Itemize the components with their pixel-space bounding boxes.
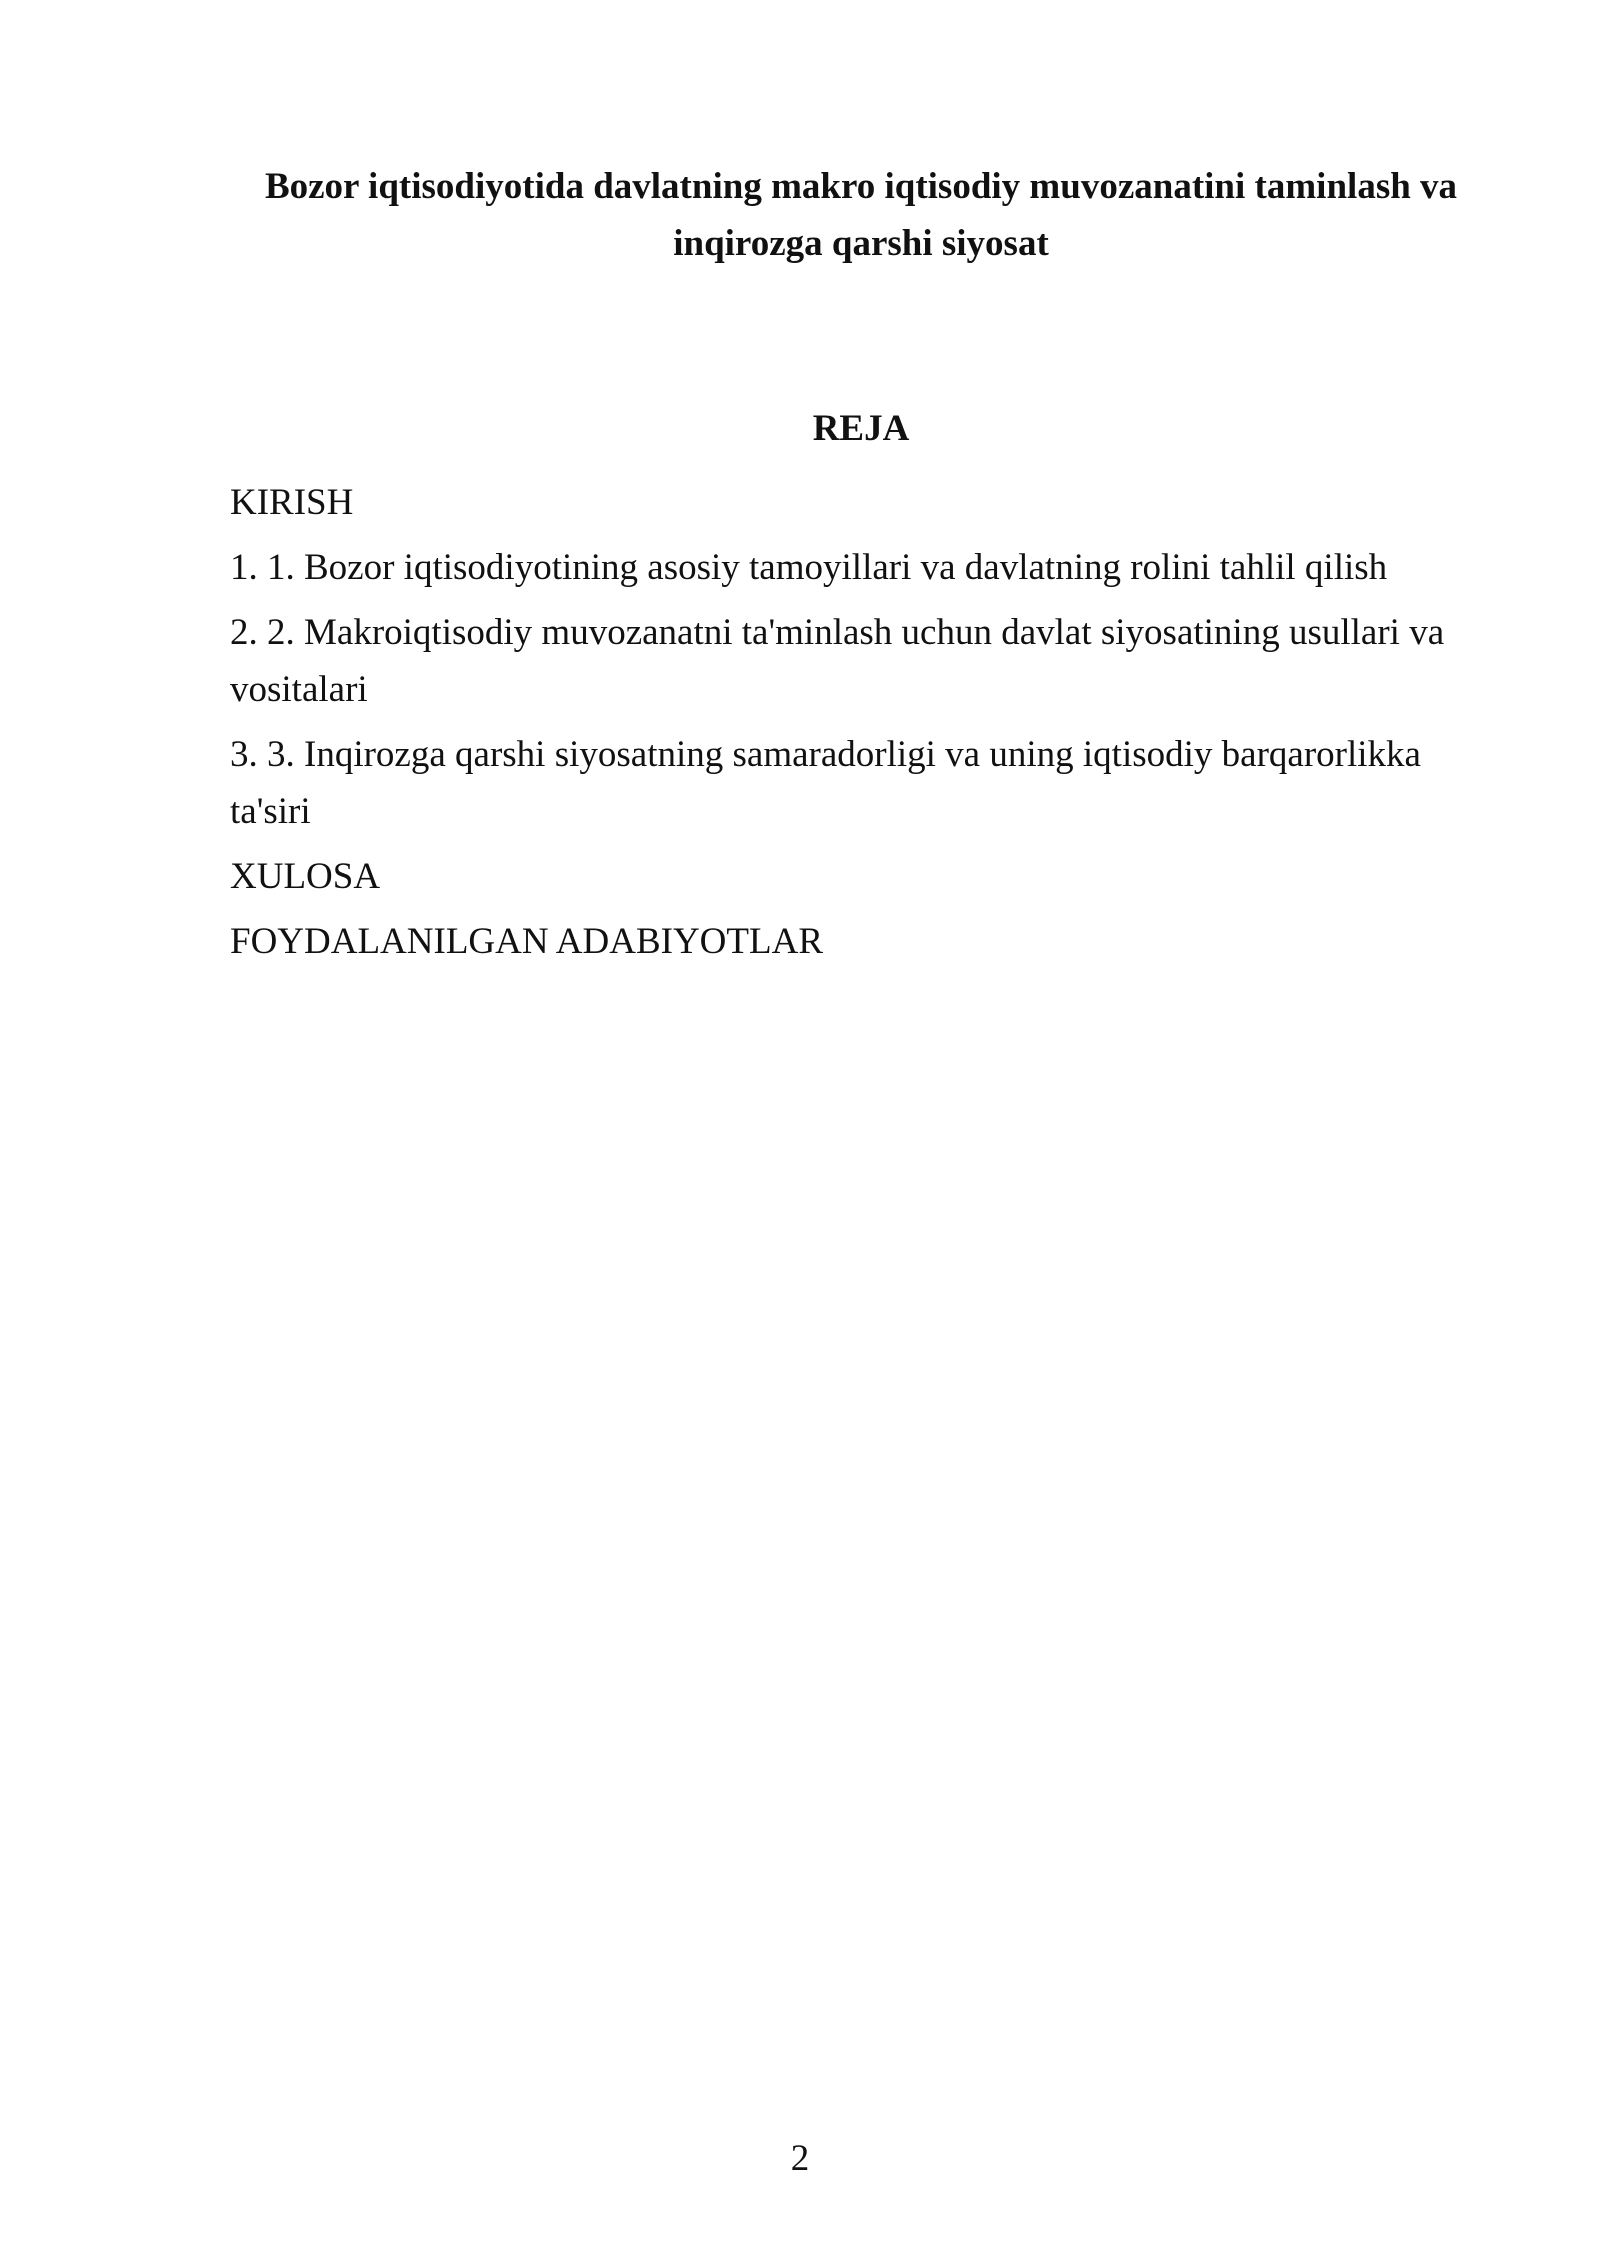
plan-item-3: 3. 3. Inqirozga qarshi siyosatning samaradorligi va uning iqtisodiy barqarorlikka ta'siri [230,734,1421,832]
page-number: 2 [790,2138,810,2179]
plan-item-2: 2. 2. Makroiqtisodiy muvozanatni ta'minlash uchun davlat siyosatining usullari va vositalari [230,612,1445,710]
plan-list [230,474,1492,978]
plan-item-1: 1. 1. Bozor iqtisodiyotining asosiy tamoyillari va davlatning rolini tahlil qilish [230,547,1388,588]
plan-item-conclusion: XULOSA [230,856,381,897]
plan-item-references: FOYDALANILGAN ADABIYOTLAR [230,921,823,962]
document-title: Bozor iqtisodiyotida davlatning makro iqtisodiy muvozanatini taminlash va inqirozga qarshi siyosat [264,166,1458,264]
plan-item-introduction: KIRISH [230,482,354,523]
plan-heading: REJA [812,408,910,449]
